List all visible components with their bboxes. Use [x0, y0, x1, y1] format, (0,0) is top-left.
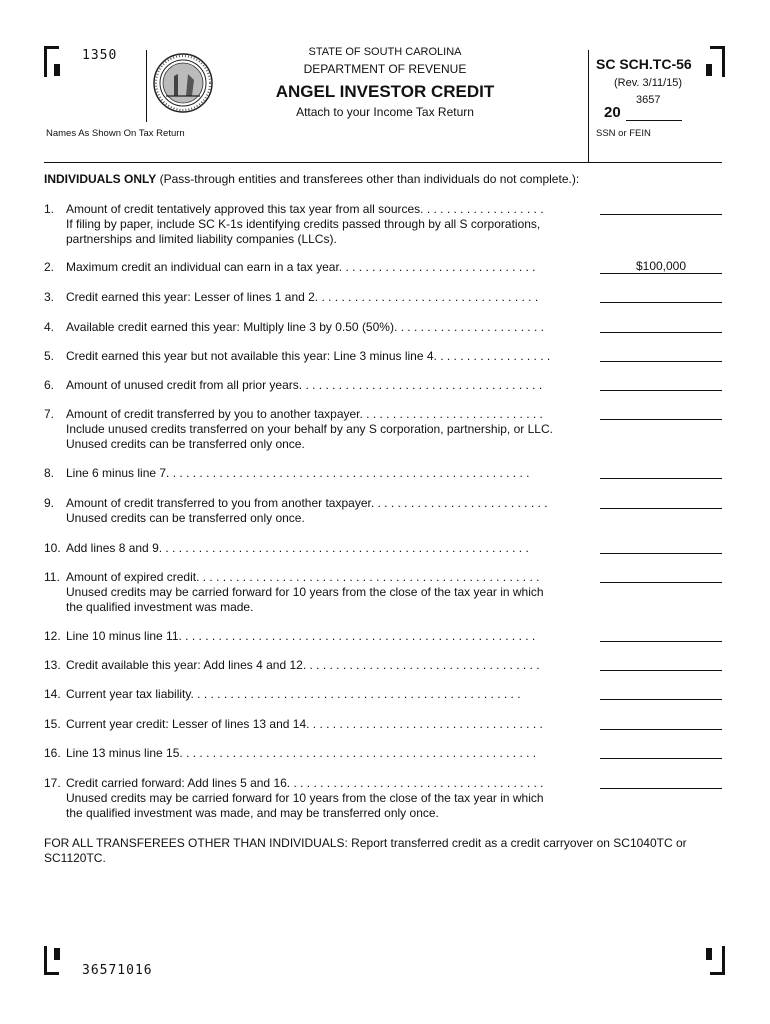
- line-note: Include unused credits transferred on your behalf by any S corporation, partnership, or LLC.: [66, 422, 553, 436]
- line-14-amount[interactable]: [600, 685, 722, 700]
- registration-block: [706, 64, 712, 76]
- line-number: 9.: [44, 496, 55, 510]
- state-seal-icon: [152, 52, 214, 114]
- line-item-17: [44, 776, 584, 821]
- line-15-amount[interactable]: [600, 715, 722, 730]
- line-item-15: [44, 717, 584, 732]
- intro-rest: (Pass-through entities and transferees other than individuals do not complete.):: [156, 172, 580, 186]
- line-number: 1.: [44, 202, 55, 216]
- line-5-amount[interactable]: [600, 347, 722, 362]
- agency-line1: STATE OF SOUTH CAROLINA: [308, 46, 462, 58]
- line-7-amount[interactable]: [600, 405, 722, 420]
- line-note: the qualified investment was made.: [66, 600, 254, 614]
- registration-block: [54, 948, 60, 960]
- line-text: Amount of credit tentatively approved this tax year from all sources. . . . . . . . . . . . . . . . . . .: [66, 202, 544, 216]
- line-13-amount[interactable]: [600, 656, 722, 671]
- header-divider: [588, 50, 589, 162]
- line-item-13: [44, 658, 584, 673]
- line-note: Unused credits may be carried forward for 10 years from the close of the tax year in which: [66, 791, 544, 805]
- line-1-amount[interactable]: [600, 200, 722, 215]
- line-text: Amount of expired credit. . . . . . . . . . . . . . . . . . . . . . . . . . . . . . . . . . . . . . . . . . . . . . . . . . . .: [66, 570, 540, 584]
- line-item-12: [44, 629, 584, 644]
- individuals-only-note: [44, 172, 579, 186]
- line-text: Credit available this year: Add lines 4 and 12. . . . . . . . . . . . . . . . . . . . . . . . . . . . . . . . . . . .: [66, 658, 540, 672]
- line-12-amount[interactable]: [600, 627, 722, 642]
- line-9-amount[interactable]: [600, 494, 722, 509]
- line-text: Amount of credit transferred by you to another taxpayer. . . . . . . . . . . . . . . . . . . . . . . . . . . .: [66, 407, 543, 421]
- line-number: 3.: [44, 290, 55, 304]
- line-number: 12.: [44, 629, 61, 643]
- line-text: Credit carried forward: Add lines 5 and 16. . . . . . . . . . . . . . . . . . . . . . . . . . . . . . . . . . . . . . .: [66, 776, 544, 790]
- line-text: Current year credit: Lesser of lines 13 and 14. . . . . . . . . . . . . . . . . . . . . . . . . . . . . . . . . . . .: [66, 717, 543, 731]
- line-number: 6.: [44, 378, 55, 392]
- header-bottom-rule: [44, 162, 722, 163]
- form-code: SC SCH.TC-56: [596, 56, 692, 72]
- line-item-8: [44, 466, 584, 481]
- line-note: If filing by paper, include SC K-1s identifying credits passed through by all S corporations,: [66, 217, 541, 231]
- attach-note: Attach to your Income Tax Return: [296, 105, 474, 119]
- form-number: 3657: [636, 94, 661, 106]
- line-number: 16.: [44, 746, 61, 760]
- line-item-1: [44, 202, 584, 247]
- line-item-6: [44, 378, 584, 393]
- line-number: 5.: [44, 349, 55, 363]
- line-2-amount: $100,000: [600, 259, 722, 274]
- ssn-field[interactable]: [592, 140, 720, 162]
- ssn-label: SSN or FEIN: [596, 128, 651, 139]
- names-label: Names As Shown On Tax Return: [46, 128, 185, 139]
- line-10-amount[interactable]: [600, 539, 722, 554]
- names-field[interactable]: [46, 140, 586, 162]
- line-8-amount[interactable]: [600, 464, 722, 479]
- tax-year-field[interactable]: [626, 120, 682, 121]
- registration-block: [54, 64, 60, 76]
- registration-block: [706, 948, 712, 960]
- line-6-amount[interactable]: [600, 376, 722, 391]
- line-item-2: [44, 260, 584, 275]
- line-item-10: [44, 541, 584, 556]
- intro-bold: INDIVIDUALS ONLY: [44, 172, 157, 186]
- line-text: Line 10 minus line 11. . . . . . . . . . . . . . . . . . . . . . . . . . . . . . . . . . . . . . . . . . . . . . . . . . . . . .: [66, 629, 536, 643]
- line-number: 15.: [44, 717, 61, 731]
- line-note: partnerships and limited liability companies (LLCs).: [66, 232, 337, 246]
- form-title: ANGEL INVESTOR CREDIT: [275, 82, 495, 101]
- line-item-4: [44, 320, 584, 335]
- line-number: 14.: [44, 687, 61, 701]
- line-item-5: [44, 349, 584, 364]
- line-text: Amount of unused credit from all prior years. . . . . . . . . . . . . . . . . . . . . . . . . . . . . . . . . . . . .: [66, 378, 543, 392]
- line-text: Credit earned this year: Lesser of lines 1 and 2. . . . . . . . . . . . . . . . . . . . . . . . . . . . . . . . . .: [66, 290, 539, 304]
- line-number: 7.: [44, 407, 55, 421]
- line-number: 4.: [44, 320, 55, 334]
- line-item-11: [44, 570, 584, 615]
- ocr-code-bottom: 36571016: [82, 963, 153, 978]
- line-number: 8.: [44, 466, 55, 480]
- line-4-amount[interactable]: [600, 318, 722, 333]
- line-note: Unused credits can be transferred only once.: [66, 511, 305, 525]
- line-text: Line 6 minus line 7. . . . . . . . . . . . . . . . . . . . . . . . . . . . . . . . . . . . . . . . . . . . . . . . . . . . . . .: [66, 466, 530, 480]
- line-number: 17.: [44, 776, 61, 790]
- corner-mark-top-right: [710, 46, 725, 77]
- line-17-amount[interactable]: [600, 774, 722, 789]
- line-number: 10.: [44, 541, 61, 555]
- line-note: Unused credits can be transferred only once.: [66, 437, 305, 451]
- line-text: Available credit earned this year: Multiply line 3 by 0.50 (50%). . . . . . . . . . . . . . . . . . . . . . .: [66, 320, 544, 334]
- line-item-3: [44, 290, 584, 305]
- line-number: 2.: [44, 260, 55, 274]
- line-note: Unused credits may be carried forward for 10 years from the close of the tax year in which: [66, 585, 544, 599]
- line-text: Maximum credit an individual can earn in a tax year. . . . . . . . . . . . . . . . . . . . . . . . . . . . . .: [66, 260, 536, 274]
- transferees-note: FOR ALL TRANSFEREES OTHER THAN INDIVIDUALS: Report transferred credit as a credit carryover on SC1040TC or SC1120TC.: [44, 836, 687, 865]
- line-text: Amount of credit transferred to you from another taxpayer. . . . . . . . . . . . . . . . . . . . . . . . . . .: [66, 496, 548, 510]
- ocr-code-top: 1350: [82, 48, 118, 63]
- line-item-7: [44, 407, 584, 452]
- line-text: Add lines 8 and 9. . . . . . . . . . . . . . . . . . . . . . . . . . . . . . . . . . . . . . . . . . . . . . . . . . . . . . . .: [66, 541, 529, 555]
- tax-year-prefix: 20: [604, 104, 621, 121]
- line-3-amount[interactable]: [600, 288, 722, 303]
- agency-line2: DEPARTMENT OF REVENUE: [303, 62, 467, 76]
- line-text: Line 13 minus line 15. . . . . . . . . . . . . . . . . . . . . . . . . . . . . . . . . . . . . . . . . . . . . . . . . . . . . .: [66, 746, 537, 760]
- header-divider: [146, 50, 147, 122]
- line-item-14: [44, 687, 584, 702]
- line-number: 13.: [44, 658, 61, 672]
- line-11-amount[interactable]: [600, 568, 722, 583]
- line-note: the qualified investment was made, and may be transferred only once.: [66, 806, 439, 820]
- revision-date: (Rev. 3/11/15): [614, 77, 683, 89]
- corner-mark-bottom-right: [710, 946, 725, 975]
- line-16-amount[interactable]: [600, 744, 722, 759]
- line-item-9: [44, 496, 584, 526]
- line-number: 11.: [44, 570, 60, 584]
- line-text: Current year tax liability. . . . . . . . . . . . . . . . . . . . . . . . . . . . . . . . . . . . . . . . . . . . . . . . . .: [66, 687, 521, 701]
- line-text: Credit earned this year but not available this year: Line 3 minus line 4. . . . . . . . . . . . . . . . . .: [66, 349, 551, 363]
- line-item-16: [44, 746, 584, 761]
